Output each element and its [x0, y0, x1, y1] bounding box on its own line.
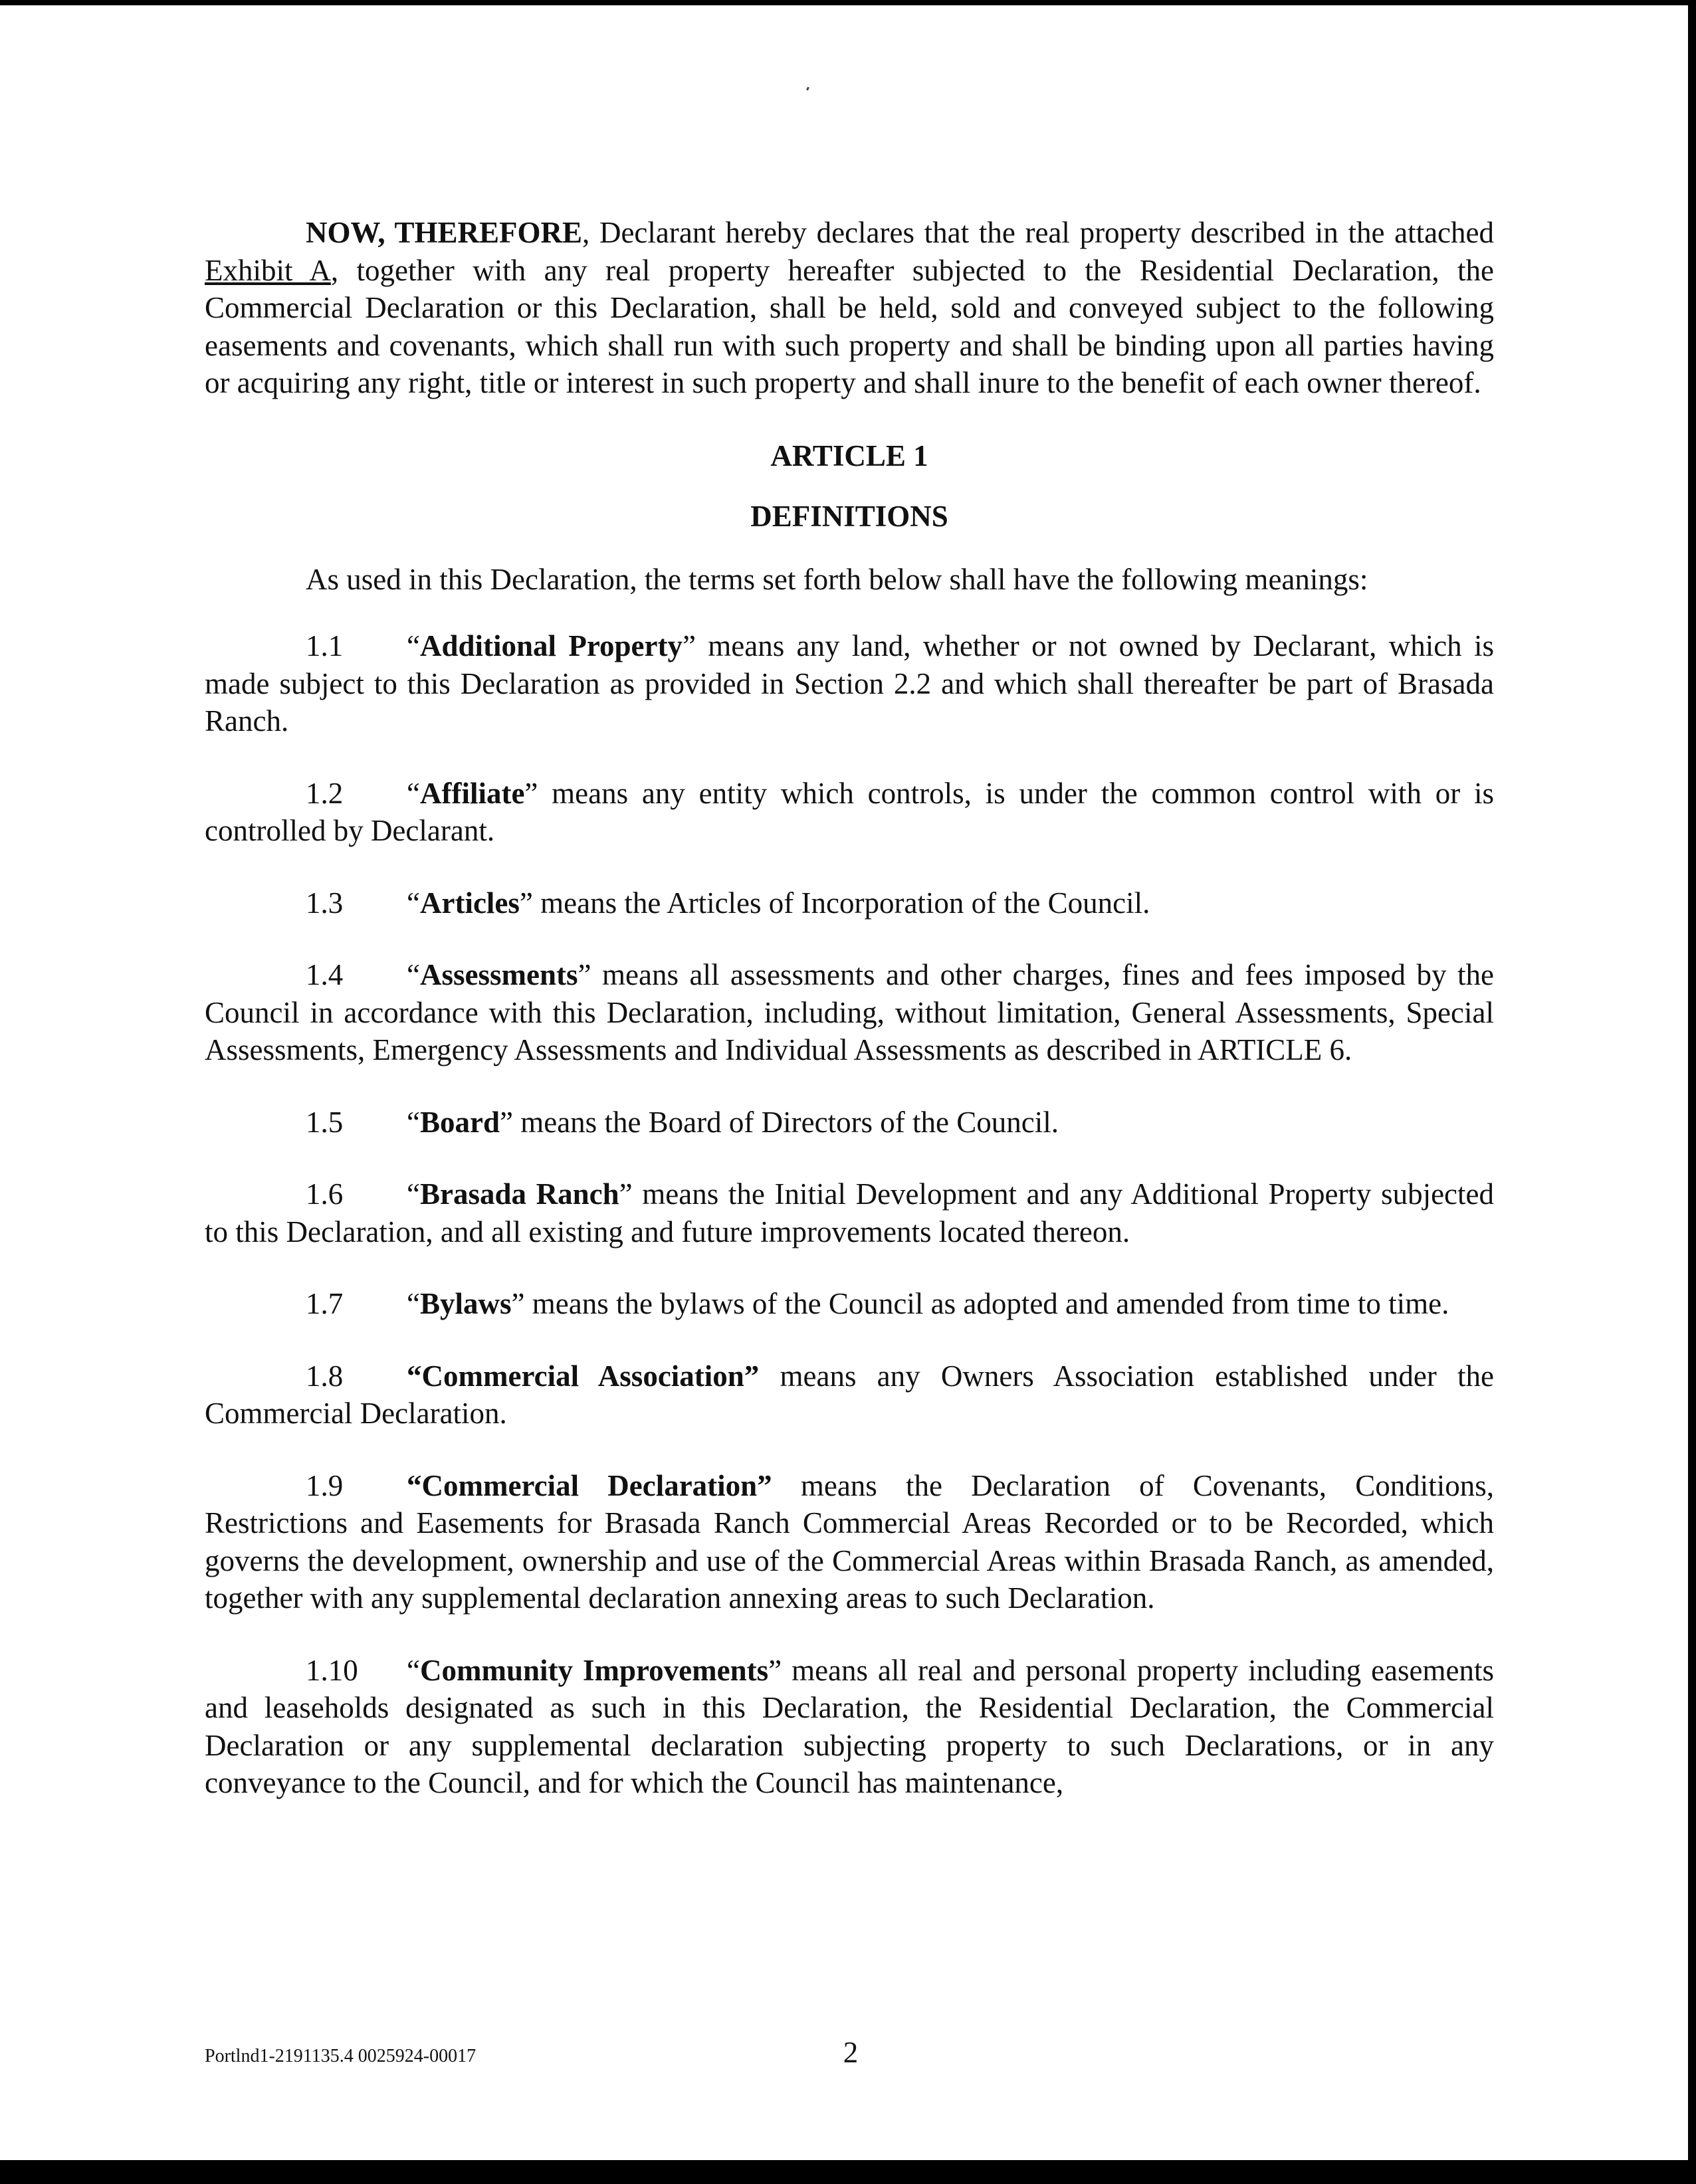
preamble-lead: NOW, THEREFORE: [306, 216, 583, 249]
scan-border-top: [0, 0, 1696, 5]
preamble-text-2: , together with any real property hereafter subjected to the Residential Declaration, the Commercial Declaration or this Declaration, shall be held, sold and conveyed subject to the following easements and covenants, which shall run with such property and shall be binding upon all parties having or acquiring any right, title or interest in such property and shall inure to the benefit of each owner thereof.: [205, 253, 1495, 399]
definition-item: 1.10 “Community Improvements” means all real and personal property including easements and leaseholds designated as such in this Declaration, the Residential Declaration, the Commercial Declaration or any supplemental declaration subjecting property to such Declarations, or in any conveyance to the Council, and for which the Council has maintenance,: [205, 1653, 1494, 1799]
preamble-paragraph: [205, 214, 1494, 402]
definition-item: 1.2 “Affiliate” means any entity which controls, is under the common control with or is controlled by Declarant.: [205, 776, 1494, 847]
definition-term: “Commercial Association”: [407, 1359, 760, 1393]
exhibit-a-reference: Exhibit A: [205, 253, 331, 287]
definition-item: 1.7 “Bylaws” means the bylaws of the Council as adopted and amended from time to time.: [306, 1287, 1449, 1320]
article-title: DEFINITIONS: [750, 500, 948, 533]
preamble-text-1: , Declarant hereby declares that the real property described in the attached: [582, 216, 1494, 249]
definition-term: Articles: [419, 886, 520, 920]
definition-item: 1.6 “Brasada Ranch” means the Initial Development and any Additional Property subjected to this Declaration, and all existing and future improvements located thereon.: [205, 1177, 1494, 1248]
definition-term: Affiliate: [419, 776, 525, 810]
definition-term: Bylaws: [419, 1287, 512, 1320]
definition-term: Board: [419, 1105, 500, 1139]
document-page: [205, 214, 1494, 1802]
definition-item: 1.5 “Board” means the Board of Directors of the Council.: [306, 1105, 1059, 1139]
scan-border-right: [1688, 0, 1696, 2184]
definition-term: “Commercial Declaration”: [407, 1468, 772, 1502]
definition-term: Additional Property: [419, 629, 683, 662]
definition-item: 1.1 “Additional Property” means any land, whether or not owned by Declarant, which is made subject to this Declaration as provided in Section 2.2 and which shall thereafter be part of Brasada Ranch.: [205, 629, 1494, 738]
definition-term: Assessments: [419, 958, 578, 991]
definition-item: 1.3 “Articles” means the Articles of Incorporation of the Council.: [306, 886, 1150, 920]
page-number: 2: [843, 2036, 859, 2069]
footer-document-id: Portlnd1-2191135.4 0025924-00017: [205, 2046, 477, 2066]
scan-speck: [806, 87, 809, 91]
definitions-intro: As used in this Declaration, the terms set forth below shall have the following meanings:: [306, 562, 1368, 596]
definition-item: 1.9 “Commercial Declaration” means the Declaration of Covenants, Conditions, Restrictions and Easements for Brasada Ranch Commercial Areas Recorded or to be Recorded, which governs the development, ownership and use of the Commercial Areas within Brasada Ranch, as amended, together with any supplemental declaration annexing areas to such Declaration.: [205, 1468, 1494, 1615]
definition-item: 1.8 “Commercial Association” means any Owners Association established under the Commercial Declaration.: [205, 1359, 1494, 1430]
definition-item: 1.4 “Assessments” means all assessments and other charges, fines and fees imposed by the Council in accordance with this Declaration, including, without limitation, General Assessments, Special Assessments, Emergency Assessments and Individual Assessments as described in ARTICLE 6.: [205, 958, 1494, 1066]
definition-term: Brasada Ranch: [419, 1177, 619, 1211]
scan-border-bottom: [0, 2160, 1696, 2184]
definition-term: Community Improvements: [419, 1653, 769, 1687]
article-number: ARTICLE 1: [770, 439, 928, 472]
